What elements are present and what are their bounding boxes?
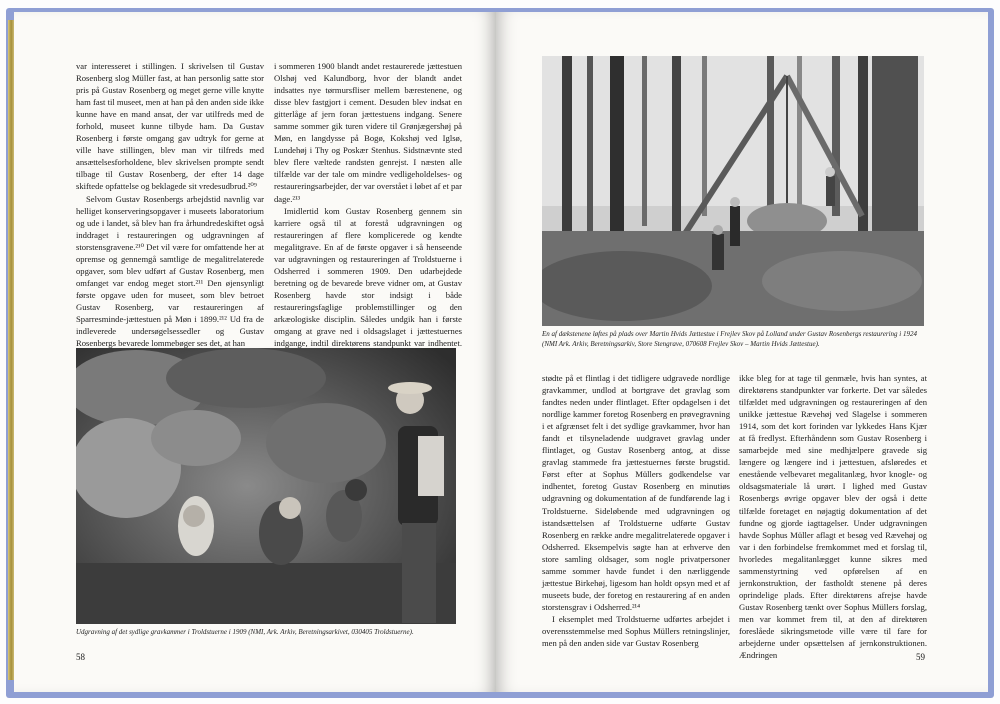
paragraph: stødte på et flintlag i det tidligere udgravede nordlige gravkammer, undlod at bortgrave det gravlag som fandtes neden under flintlaget. Efter opdagelsen i det nordlige kammer foretog Rosenberg en prøvegravning i et afgrænset felt i det sydlige gravkammer, hvor han fandt et tilsyneladende uudgravet gravlag under flintlaget, og Gustav Rosenberg antog, at disse gravlag stammede fra jættestuernes første brugstid. Først efter at Sophus Müllers godkendelse var indhentet, foretog Gustav Rosenberg en minutiøs udgravning og dokumentation af de fundførende lag i Troldstuerne. Sideløbende med udgravningen og istandsættelsen af Troldstuerne udførte Gustav Rosenberg en række andre megalitrelaterede opgaver i Odsherred. Eksempelvis søgte han at erhverve den store samling oldsager, som nogle privatpersoner samme sommer havde fundet i den nærliggende jættestue Birkehøj, ligesom han holdt opsyn med et af museets bude, der foretog en restaurering af en anden storstensgrav i Odsherred.²¹⁴ bbox=[542, 373, 730, 612]
page-number-left: 58 bbox=[76, 652, 85, 662]
paragraph: i sommeren 1900 blandt andet restaurerede jættestuen Olshøj ved Kalundborg, hvor der blandt andet indsattes nye tørmursfliser mellem bærestenene, og disse blev fastgjort i cement. Desuden blev indsat en gitterlåge af jern foran jættestuens indgang. Senere samme sommer gik turen videre til Grønjægershøj på Møn, en langdysse på Bogø, Kokshøj ved Iglsø, Lundehøj i Thy og Poskær Stenhus. Sidstnævnte sted blev flere væltede randsten genrejst. I næsten alle tilfælde var der tale om mindre vedligeholdelses- og restaureringsarbejder, der var overstået i løbet af et par dage.²¹³ bbox=[274, 61, 462, 204]
right-photo-caption: En af dækstenene løftes på plads over Martin Hvids Jættestue i Frejlev Skov på Lolland under Gustav Rosenbergs restaurering i 1924 (NMI Ark. Arkiv, Beretningsarkiv, Store Stengrave, 070608 Frejlev Skov – Martin Hvids Jættestue). bbox=[542, 330, 917, 348]
paragraph: Imidlertid kom Gustav Rosenberg gennem sin karriere også til at forestå udgravningen og restaureringen af flere komplicerede og kendte megalitgrave. En af de første opgaver i så henseende var udgravningen og restaureringen af Troldstuerne i Odsherred i sommeren 1909. Den udarbejdede beretning og de bevarede breve vidner om, at Gustav Rosenberg havde stor indsigt i både restaureringsfaglige problemstillinger og den arkæologiske disciplin. Således undgik han i første omgang at grave ned i oldsagslaget i jættestuernes indgange, indtil direktørens standpunkt var indhentet. bbox=[274, 205, 462, 349]
left-photo-caption: Udgravning af det sydlige gravkammer i Troldstuerne i 1909 (NMI, Ark. Arkiv, Beretningsarkivet, 030405 Troldstuerne). bbox=[76, 628, 414, 636]
excavation-photo bbox=[76, 348, 456, 624]
paragraph: var interesseret i stillingen. I skrivelsen til Gustav Rosenberg slog Müller fast, at han personlig satte stor pris på Gustav Rosenberg og meget gerne ville knytte ham fast til museet, men at han på den anden side ikke kunne have en mand ansat, der var utilfreds med de forhold, museet kunne tilbyde ham. Da Gustav Rosenberg i første omgang gav udtryk for gerne at ville have stillingen, blev man vir tilfreds med ansættelsesforholdene, blev skrivelsen prompte sendt tilbage til Gustav Rosenberg, der efter 14 dage skiftede opfattelse og beklagede sit vredesudbrud.²⁰⁹ bbox=[76, 61, 264, 192]
page-number-right: 59 bbox=[916, 652, 925, 662]
paragraph: I eksemplet med Troldstuerne udførtes arbejdet i overensstemmelse med Sophus Müllers retningslinjer, men på den anden side var Gustav Rosenberg bbox=[542, 613, 730, 649]
forest-image bbox=[542, 56, 924, 326]
right-column-1 bbox=[542, 372, 730, 649]
paragraph: Selvom Gustav Rosenbergs arbejdstid navnlig var helliget konserveringsopgaver i museets laboratorium og ude i landet, så blev han fra århundredeskiftet også inddraget i restaureringen og udgravningen af storstensgravene.²¹⁰ Det vil være for omfattende her at opremse og gennemgå samtlige de megalitrelaterede opgaver, som blev udført af Gustav Rosenberg, men omfanget var endog meget stort.²¹¹ Den øjensynligt første opgave uden for museet, som blev betroet Gustav Rosenberg, var restaureringen af Sparresminde-jættestuen på Møn i 1899.²¹² Ud fra de indleverede undersøgelsessedler og Gustav Rosenbergs bevarede lommebøger ses det, at han bbox=[76, 193, 264, 349]
right-page bbox=[496, 12, 988, 692]
right-column-2 bbox=[739, 372, 927, 661]
left-page bbox=[14, 12, 496, 692]
forest-photo bbox=[542, 56, 924, 326]
excavation-image bbox=[76, 348, 456, 624]
left-column-1 bbox=[76, 60, 264, 349]
left-column-2 bbox=[274, 60, 462, 361]
paragraph: ikke bleg for at tage til genmæle, hvis han syntes, at direktørens standpunkter var forkerte. Det var således tilfældet med udgravningen og restaureringen af den unikke jættestue Rævehøj ved Slagelse i sommeren 1914, som det kort forinden var lykkedes Hans Kjær at få fredlyst. Efterhåndenn som Gustav Rosenberg i samarbejde med sine medhjælpere gravede sig længere og længere ind i jættestuen, afsløredes et enestående velbevaret megalitanlæg, hvor knogle- og oldsagsmateriale lå urørt. I lighed med Gustav Rosenbergs øvrige opgaver blev der også i dette tilfælde foretaget en nøjagtig dokumentation af det fundne og gjorde iagttagelser. Under udgravningen havde Sophus Müller aflagt et besøg ved Rævehøj og var i den forbindelse fremkommet med et forslag til, hvorledes megalitanlægget kunne sikres med sammenstyrtning ved opførelsen af en jernkonstruktion, der fastholdt stenene på deres oprindelige plads. Efter direktørens afrejse havde Gustav Rosenberg tænkt over Sophus Müllers forslag, men var kommet frem til, at den af direktøren foreslåede sikringsmetode ville være til fare for arbejderne under opsættelsen af jernkonstruktionen. Ændringen bbox=[739, 373, 927, 661]
